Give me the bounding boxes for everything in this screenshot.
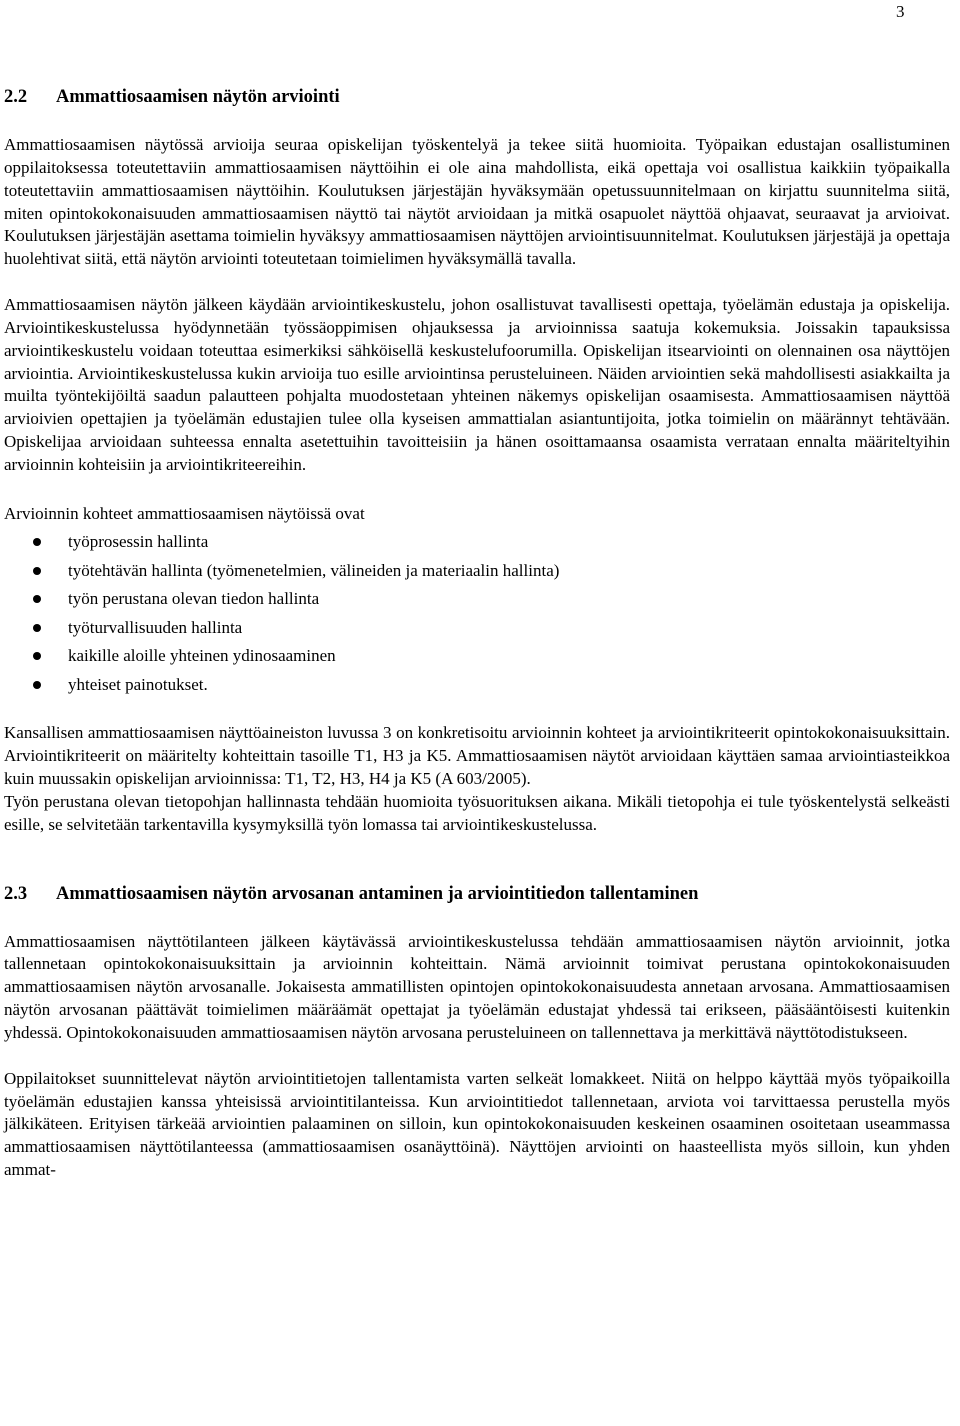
list-intro: Arvioinnin kohteet ammattiosaamisen näytöissä ovat bbox=[4, 503, 365, 523]
section-heading-2-3 bbox=[4, 881, 950, 907]
assessment-targets-list bbox=[4, 528, 950, 699]
paragraph: Työn perustana olevan tietopohjan hallinnasta tehdään huomioita työsuorituksen aikana. Mikäli tietopohja ei tule työskentelystä selkeästi esille, se selvitetään tarkentavilla kysymyksillä työn lomassa tai arviointikeskustelussa. bbox=[4, 791, 950, 834]
paragraph: Ammattiosaamisen näytössä arvioija seuraa opiskelijan työskentelyä ja tekee siitä huomioita. Työpaikan edustajan osallistuminen oppilaitoksessa toteutettaviin ammattiosaamisen näyttöihin ei ole aina mahdollista, eikä opettaja voi osallistua kaikkiin työpaikalla toteutettaviin ammattiosaamisen näyttöihin. Koulutuksen järjestäjän hyväksymään opetussuunnitelmaan on kirjattu suunnitelma siitä, miten opintokokonaisuuden ammattiosaamisen näyttö tai näytöt arvioidaan ja mitkä osapuolet näyttöä ohjaavat, seuraavat ja arvioivat. Koulutuksen järjestäjän asettama toimielin hyväksyy ammattiosaamisen näyttöjen arviointisuunnitelmat. Koulutuksen järjestäjä ja opettaja huolehtivat siitä, että näytön arviointi toteutetaan toimielimen hyväksymällä tavalla. bbox=[4, 135, 950, 269]
list-item: yhteiset painotukset. bbox=[4, 671, 950, 700]
bullet-icon bbox=[33, 595, 41, 603]
section-number: 2.2 bbox=[4, 87, 28, 107]
bullet-icon bbox=[33, 681, 41, 689]
bullet-icon bbox=[33, 567, 41, 575]
list-item: työtehtävän hallinta (työmenetelmien, välineiden ja materiaalin hallinta) bbox=[4, 557, 950, 586]
bullet-icon bbox=[33, 538, 41, 546]
list-item: työprosessin hallinta bbox=[4, 528, 950, 557]
section-number: 2.3 bbox=[4, 883, 28, 904]
section-title: Ammattiosaamisen näytön arvosanan antaminen ja arviointitiedon tallentaminen bbox=[56, 883, 699, 904]
bullet-icon bbox=[33, 652, 41, 660]
list-item: työturvallisuuden hallinta bbox=[4, 614, 950, 643]
paragraph: Ammattiosaamisen näytön jälkeen käydään arviointikeskustelu, johon osallistuvat tavallisesti opettaja, työelämän edustaja ja opiskelija. Arviointikeskustelussa hyödynnetään työssäoppimisen ohjauksessa ja arvioinnissa saatuja kokemuksia. Joissakin tapauksissa arviointikeskustelu voidaan toteuttaa esimerkiksi sähköisellä keskustelufoorumilla. Opiskelijan itsearviointi on olennainen osa näyttöjen arviointia. Arviointikeskustelussa kukin arvioija tuo esille arviointinsa perusteluineen. Näiden arviointien sekä mahdollisesti asiakkailta ja muilta työntekijöiltä saadun palautteen pohjalta muodostetaan yhteinen näkemys opiskelijan osaamisesta. Ammattiosaamisen näyttöä arvioivien opettajien ja työelämän edustajien tulee olla kyseisen ammattialan asiantuntijoita, jotka toimielin on määrännyt tehtävään. Opiskelijaa arvioidaan suhteessa ennalta asetettuihin tavoitteisiin ja hänen osoittamaansa osaamista verrataan ennalta määriteltyihin arvioinnin kohteisiin ja arviointikriteereihin. bbox=[4, 295, 950, 474]
paragraph: Oppilaitokset suunnittelevat näytön arviointitietojen tallentamista varten selkeät lomakkeet. Niitä on helppo käyttää myös työpaikoilla työelämän edustajien kanssa yhteisissä arviointitilanteissa. Kun arviointitiedot tallennetaan, arviota voi tarvittaessa perustella myös jälkikäteen. Erityisen tärkeää arviointien palaaminen on silloin, kun opintokokonaisuuden keskeinen osaaminen osoitetaan useammassa ammattiosaamisen näyttötilanteessa (ammattiosaamisen osanäyttöinä). Näyttöjen arviointi on haasteellista myös silloin, kun yhden ammat- bbox=[4, 1068, 950, 1180]
list-item: työn perustana olevan tiedon hallinta bbox=[4, 585, 950, 614]
page-number: 3 bbox=[896, 2, 905, 21]
paragraph: Kansallisen ammattiosaamisen näyttöaineiston luvussa 3 on konkretisoitu arvioinnin kohteet ja arviointikriteerit opintokokonaisuuksittain. Arviointikriteerit on määritelty kohteittain tasoille T1, H3 ja K5. Ammattiosaamisen näytöt arvioidaan käyttäen samaa arviointiasteikkoa kuin muussakin opiskelijan arvioinnissa: T1, T2, H3, H4 ja K5 (A 603/2005). bbox=[4, 723, 950, 788]
bullet-icon bbox=[33, 624, 41, 632]
paragraph: Ammattiosaamisen näyttötilanteen jälkeen käytävässä arviointikeskustelussa tehdään ammattiosaamisen näytön arvioinnit, jotka tallennetaan opintokokonaisuuksittain ja arvioinnin kohteittain. Nämä arvioinnit toimivat perustana opintokokonaisuuden ammattiosaamisen näytön arvosanalle. Jokaisesta ammatillisten opintojen opintokokonaisuudesta annetaan arvosana. Ammattiosaamisen näytön arvosanan päättävät toimielimen määräämät opettajat ja työelämän edustajat yhdessä tai erikseen, pääsääntöisesti kuitenkin yhdessä. Opintokokonaisuuden ammattiosaamisen näytön arvosana perusteluineen on tallennettava ja merkittävä näyttötodistukseen. bbox=[4, 931, 950, 1042]
section-title: Ammattiosaamisen näytön arviointi bbox=[56, 87, 340, 107]
document-body bbox=[4, 84, 950, 1182]
section-heading-2-2 bbox=[4, 84, 950, 110]
list-item: kaikille aloille yhteinen ydinosaaminen bbox=[4, 642, 950, 671]
